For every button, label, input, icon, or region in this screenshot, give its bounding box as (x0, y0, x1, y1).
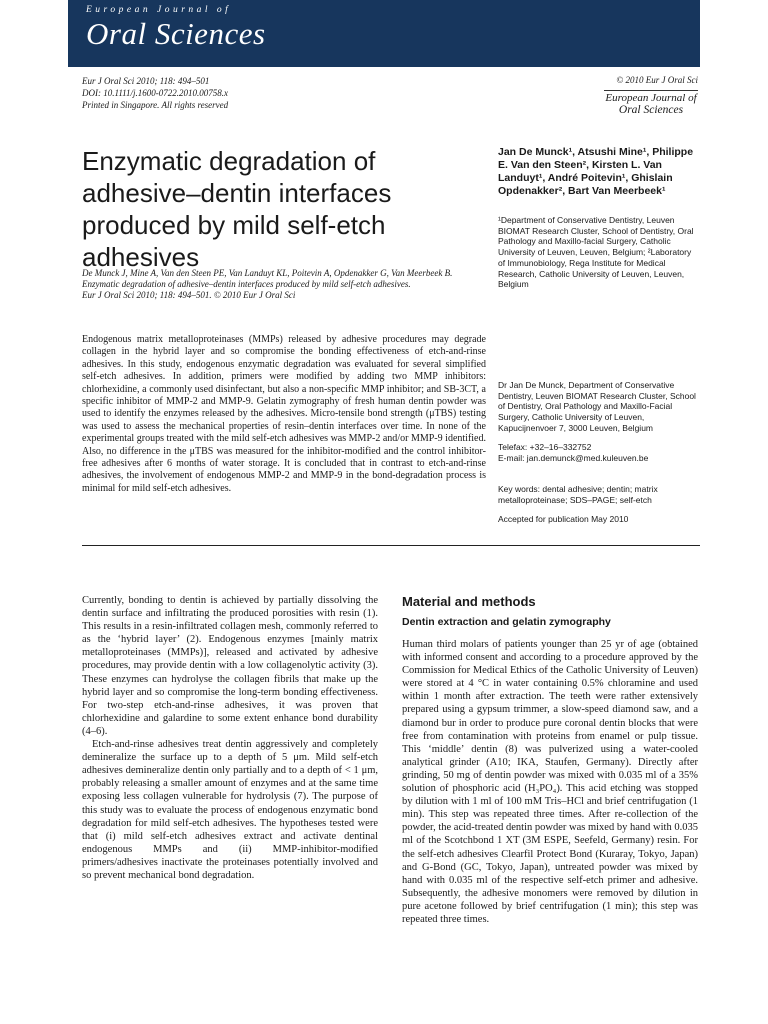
section-divider (82, 545, 700, 546)
keywords: Key words: dental adhesive; dentin; matrix metalloproteinase; SDS–PAGE; self-etch (498, 484, 658, 505)
citation (82, 268, 486, 301)
abstract: Endogenous matrix metalloproteinases (MMPs) released by adhesive procedures may degrade collagen in the hybrid layer and so compromise the bonding effectiveness of etch-and-rinse adhesives. In this study, endogenous enzymatic degradation was evaluated for several simplified self-etch adhesives. In addition, primers were modified by adding two MMP inhibitors: chlorhexidine, a commonly used disinfectant, but also a non-specific MMP inhibitor; and SB-3CT, a specific inhibitor of MMP-2 and MMP-9. Gelatin zymography of fresh human dentin powder was used to identify the enzymes released by the adhesives. Micro-tensile bond strength (μTBS) testing was used to assess the mechanical properties of resin–dentin interfaces over time. In none of the experimental groups treated with the mild self-etch adhesives was MMP-2 and/or MMP-9 identified. Also, no difference in the μTBS was measured for the inhibitor-modified and the control inhibitor-free adhesives after 6 months of water storage. It is concluded that in contrast to etch-and-rinse adhesives, the involvement of endogenous MMP-2 and MMP-9 in the bond-degradation process is minimal for mild self-etch adhesives. (82, 334, 486, 494)
intro-paragraph: Currently, bonding to dentin is achieved by partially dissolving the dentin surface and infiltrating the produced porosities with resin (1). This results in a resin-infiltrated collagen mesh, commonly referred to as the ‘hybrid layer’ (2). Endogenous enzymes [mainly matrix metalloproteinases (MMPs)], released and activated by adhesive procedures, may provide dentin with a low collagenolytic activity (3). These enzymes can hydrolyse the collagen fibrils that make up the hybrid layer and so compromise the long-term bonding effectiveness. For two-step etch-and-rinse adhesives, it was proven that chlorhexidine and galardine to some extent enhance bond durability (4–6). (82, 595, 378, 737)
affiliations: ¹Department of Conservative Dentistry, Leuven BIOMAT Research Cluster, School of Dentistry, Oral Pathology and Maxillo-facial Surgery, Catholic University of Leuven, Leuven, Belgium; ²Laboratory of Immunobiology, Rega Institute for Medical Research, Catholic University of Leuven, Leuven, Belgium (498, 215, 694, 290)
banner-small-title: European Journal of (86, 5, 232, 15)
intro-paragraph: Etch-and-rinse adhesives treat dentin aggressively and completely demineralize the surface up to a depth of 5 μm. Mild self-etch adhesives demineralize dentin only partially and to a depth of < 1 μm, probably releasing a smaller amount of enzymes and at the same time exposing less collagen vulnerable for hydrolysis (7). The purpose of this study was to evaluate the process of endogenous enzymatic bond degradation for mild self-etch adhesives. The hypotheses tested were that (i) mild self-etch adhesives extract and activate dentinal endogenous MMPs and (ii) MMP-inhibitor-modified primers/adhesives inactivate the proteinases potentially involved and so prevent mechanical bond degradation. (82, 739, 378, 881)
methods-paragraph: Human third molars of patients younger than 25 yr of age (obtained with informed consent and according to a procedure approved by the Commission for Medical Ethics of the Catholic University of Leuven) were stored at 4 °C in water containing 0.5% chloramine and used within 1 month after extraction. The teeth were rather extensively prepared using a gypsum trimmer, a slow-speed diamond saw, and a diamond bur in order to produce pure coronal dentin blocks that were free from contamination with proteins from enamel or pulp tissue. This ‘middle’ dentin (8) was pulverized using a water-cooled analytical grinder (A10; IKA, Staufen, Germany). Directly after grinding, 50 mg of dentin powder was mixed with 0.035 ml of a 35% solution of phosphoric acid (H₃PO₄). This acid etching was stopped by dilution with 1 ml of 100 mM Tris–HCl and brief centrifugation (1 min). This step was repeated three times. After re-collection of the powder, the acid-treated dentin powder was mixed by hand with 0.035 ml of the Scotchbond 1 XT (3M ESPE, Seefeld, Germany) resin. For the self-etch adhesives Clearfil Protect Bond (Kuraray, Tokyo, Japan) and G-Bond (GC, Tokyo, Japan), untreated powder was mixed by hand with 0.035 ml of the respective self-etch primer and adhesive. Subsequently, the adhesive monomers were removed by dilution in pure acetone followed by brief centrifugation (1 min); this step was repeated three times. (402, 639, 698, 925)
email-address: E-mail: jan.demunck@med.kuleuven.be (498, 452, 649, 463)
introduction (82, 594, 378, 882)
section-heading: Material and methods (402, 594, 536, 609)
meta-line: Eur J Oral Sci 2010; 118: 494–501 (82, 76, 210, 86)
journal-meta (82, 75, 228, 111)
citation-journal: Eur J Oral Sci 2010; 118: 494–501. © 2010 Eur J Oral Sci (82, 290, 296, 300)
mini-logo-line1: European Journal of (605, 92, 697, 104)
subsection-heading: Dentin extraction and gelatin zymography (402, 616, 611, 628)
author-list: Jan De Munck¹, Atsushi Mine¹, Philippe E. Van den Steen², Kirsten L. Van Landuyt¹, André Poitevin¹, Ghislain Opdenakker², Bart Van Meerbeek¹ (498, 146, 694, 197)
correspondence: Dr Jan De Munck, Department of Conservative Dentistry, Leuven BIOMAT Research Cluster, School of Dentistry, Oral Pathology and Maxillo-Facial Surgery, Catholic University of Leuven, Kapucijnenvoer 7, 3000 Leuven, Belgium (498, 380, 696, 433)
mini-logo-line2: Oral Sciences (618, 104, 684, 116)
copyright: © 2010 Eur J Oral Sci (616, 75, 698, 85)
meta-line: Printed in Singapore. All rights reserved (82, 100, 229, 110)
journal-banner (68, 0, 700, 67)
banner-journal-name: Oral Sciences (86, 16, 266, 51)
contact-info (498, 442, 698, 463)
meta-line: DOI: 10.1111/j.1600-0722.2010.00758.x (82, 88, 228, 98)
mini-journal-logo (604, 90, 698, 116)
article-title: Enzymatic degradation of adhesive–dentin interfaces produced by mild self-etch adhesives (82, 146, 392, 272)
accepted-date: Accepted for publication May 2010 (498, 514, 629, 524)
telefax: Telefax: +32–16–332752 (498, 442, 592, 452)
citation-reference: De Munck J, Mine A, Van den Steen PE, Van Landuyt KL, Poitevin A, Opdenakker G, Van Meerbeek B. Enzymatic degradation of adhesive–dentin interfaces produced by mild self-etch adhesives. (82, 268, 453, 289)
